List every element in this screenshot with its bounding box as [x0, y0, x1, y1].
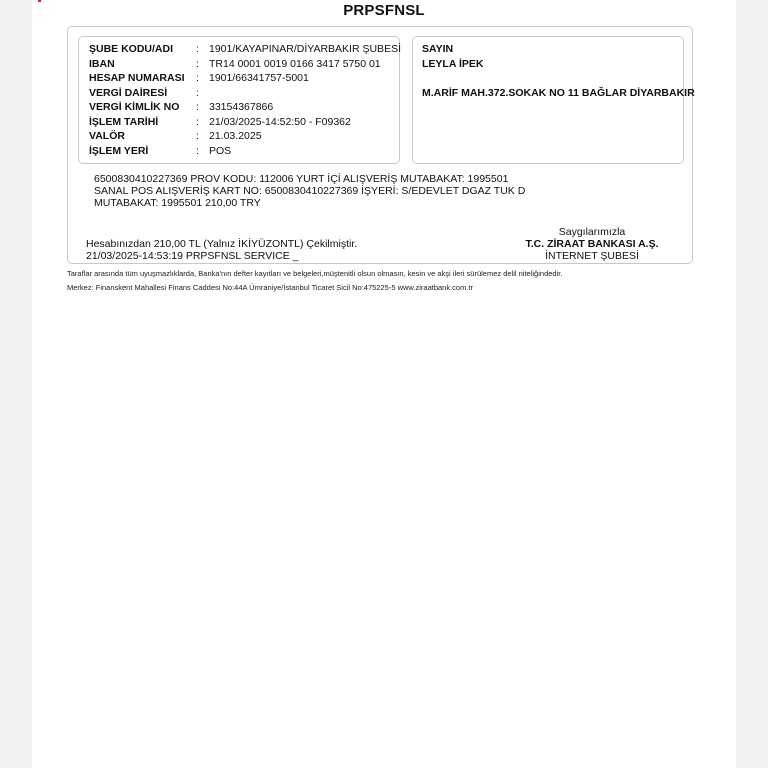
- document-title: PRPSFNSL: [343, 2, 425, 19]
- description-line: SANAL POS ALIŞVERİŞ KART NO: 6500830410227369 İŞYERİ: S/EDEVLET DGAZ TUK D: [94, 185, 526, 197]
- description-line: 6500830410227369 PROV KODU: 112006 YURT İÇİ ALIŞVERİŞ MUTABAKAT: 1995501: [94, 173, 509, 185]
- info-label: HESAP NUMARASI: [89, 72, 185, 84]
- info-value: TR14 0001 0019 0166 3417 5750 01: [209, 57, 381, 70]
- info-separator: :: [196, 144, 199, 157]
- info-label: İŞLEM TARİHİ: [89, 115, 159, 128]
- recipient-box: [412, 36, 695, 164]
- info-label: IBAN: [89, 57, 115, 70]
- signature-greeting: Saygılarımızla: [558, 226, 626, 238]
- description-line: MUTABAKAT: 1995501 210,00 TRY: [94, 197, 261, 209]
- info-label: İŞLEM YERİ: [89, 144, 149, 157]
- footer-address: Merkez: Finanskent Mahallesi Finans Caddesi No:44A Ümraniye/İstanbul Ticaret Sicil No:475225-5 www.ziraatbank.com.tr: [67, 283, 474, 292]
- info-value: 1901/66341757-5001: [209, 72, 309, 84]
- summary-service-line: 21/03/2025-14:53:19 PRPSFNSL SERVICE _: [86, 250, 299, 262]
- recipient-address: M.ARİF MAH.372.SOKAK NO 11 BAĞLAR DİYARBAKIR: [422, 87, 695, 99]
- info-value: 21/03/2025-14:52:50 - F09362: [209, 115, 351, 128]
- summary-amount-line: Hesabınızdan 210,00 TL (Yalnız İKİYÜZONTL) Çekilmiştir.: [86, 238, 358, 250]
- info-value: 33154367866: [209, 101, 274, 113]
- info-label: ŞUBE KODU/ADI: [89, 43, 174, 55]
- info-separator: :: [196, 57, 199, 70]
- footer-disclaimer: Taraflar arasında tüm uyuşmazlıklarda, Banka'nın defter kayıtları ve belgeleri,müştenitli olsun olmasın, kesin ve akşi ileri sürülemez delil niteliğindedir.: [67, 269, 563, 278]
- info-separator: :: [196, 72, 199, 84]
- info-value: POS: [209, 144, 232, 157]
- info-separator: :: [196, 86, 199, 99]
- signature-branch: İNTERNET ŞUBESİ: [545, 250, 639, 262]
- info-value: 1901/KAYAPINAR/DİYARBAKIR ŞUBESİ: [209, 43, 401, 55]
- info-label: VALÖR: [89, 130, 125, 142]
- info-separator: :: [196, 130, 199, 142]
- recipient-salutation: SAYIN: [422, 43, 454, 55]
- info-separator: :: [196, 115, 199, 128]
- recipient-name: LEYLA İPEK: [422, 57, 484, 70]
- info-separator: :: [196, 43, 199, 55]
- info-label: VERGİ KİMLİK NO: [89, 101, 180, 113]
- info-label: VERGİ DAİRESİ: [89, 86, 168, 99]
- account-info-box: [78, 36, 400, 164]
- signature-bank: T.C. ZİRAAT BANKASI A.Ş.: [525, 238, 659, 250]
- info-value: 21.03.2025: [209, 130, 262, 142]
- info-separator: :: [196, 101, 199, 113]
